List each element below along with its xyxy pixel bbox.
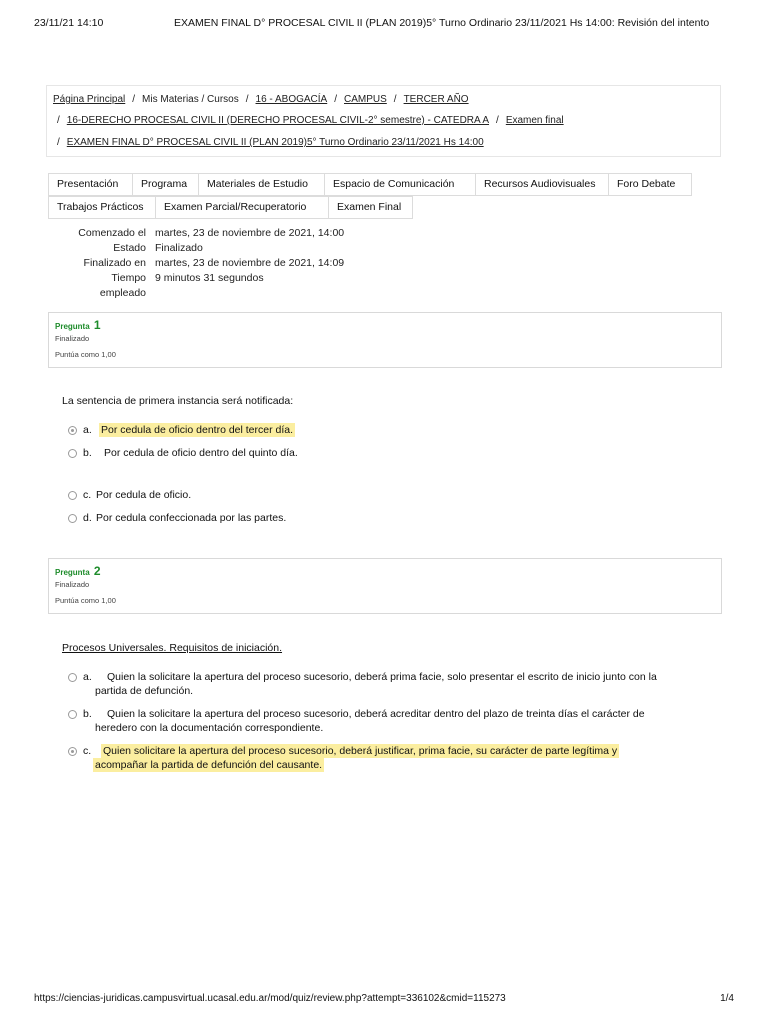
radio-icon[interactable] (68, 449, 77, 458)
summary-time-label-2: empleado (99, 287, 146, 299)
option-text: Por cedula de oficio dentro del tercer día. (101, 424, 294, 436)
question-1-info (48, 312, 722, 368)
print-timestamp: 23/11/21 14:10 (34, 17, 104, 29)
tab-audiovisuales[interactable]: Recursos Audiovisuales (475, 173, 609, 196)
option-text-continued: heredero con la documentación correspondiente. (95, 722, 324, 734)
option-text: Por cedula confeccionada por las partes. (96, 512, 287, 524)
option-letter: b. (83, 708, 92, 720)
breadcrumb-line-3 (57, 137, 484, 148)
option-letter: c. (83, 489, 92, 501)
breadcrumb-home-link[interactable]: Página Principal (53, 94, 126, 105)
question-1-number (55, 318, 101, 332)
print-page-number: 1/4 (720, 993, 734, 1004)
summary-state-value: Finalizado (155, 242, 203, 254)
breadcrumb-campus-link[interactable]: CAMPUS (344, 94, 387, 105)
option-letter: a. (83, 424, 92, 436)
summary-started-label: Comenzado el (78, 227, 146, 239)
question-2-info (48, 558, 722, 614)
question-label: Pregunta (55, 568, 90, 577)
tab-materiales[interactable]: Materiales de Estudio (198, 173, 325, 196)
print-url: https://ciencias-juridicas.campusvirtual.ucasal.edu.ar/mod/quiz/review.php?attempt=336102&cmid=115273 (34, 993, 506, 1004)
question-1-state: Finalizado (55, 334, 90, 343)
question-1-grade: Puntúa como 1,00 (55, 350, 116, 359)
breadcrumb-separator: / (57, 137, 60, 148)
summary-started-value: martes, 23 de noviembre de 2021, 14:00 (155, 227, 345, 239)
breadcrumb-year-link[interactable]: TERCER AÑO (403, 94, 469, 105)
radio-selected-icon[interactable] (68, 747, 77, 756)
breadcrumb-line-1 (53, 94, 469, 105)
breadcrumb-section-link[interactable]: Examen final (505, 115, 564, 126)
question-label: Pregunta (55, 322, 90, 331)
option-letter: a. (83, 671, 92, 683)
breadcrumb-my-courses: Mis Materias / Cursos (142, 94, 239, 105)
question-number: 1 (93, 318, 101, 332)
radio-icon[interactable] (68, 514, 77, 523)
question-2-grade: Puntúa como 1,00 (55, 596, 116, 605)
tab-comunicacion[interactable]: Espacio de Comunicación (324, 173, 476, 196)
breadcrumb (46, 85, 721, 157)
option-text: Quien solicitare la apertura del proceso sucesorio, deberá justificar, prima facie, su carácter de parte legítima y (103, 745, 618, 757)
breadcrumb-quiz-link[interactable]: EXAMEN FINAL D° PROCESAL CIVIL II (PLAN 2019)5° Turno Ordinario 23/11/2021 Hs 14:00 (66, 137, 484, 148)
radio-icon[interactable] (68, 673, 77, 682)
breadcrumb-line-2 (57, 115, 564, 126)
option-text-continued: acompañar la partida de defunción del causante. (95, 759, 323, 771)
summary-finished-label: Finalizado en (83, 257, 146, 269)
radio-selected-icon[interactable] (68, 426, 77, 435)
breadcrumb-separator: / (245, 94, 249, 105)
print-header (34, 17, 734, 31)
breadcrumb-faculty-link[interactable]: 16 - ABOGACÍA (255, 94, 328, 105)
question-2-number (55, 564, 101, 578)
radio-icon[interactable] (68, 710, 77, 719)
summary-state-label: Estado (113, 242, 146, 254)
breadcrumb-course-link[interactable]: 16-DERECHO PROCESAL CIVIL II (DERECHO PROCESAL CIVIL-2° semestre) - CATEDRA A (66, 115, 490, 126)
question-number: 2 (93, 564, 101, 578)
tab-foro[interactable]: Foro Debate (608, 173, 692, 196)
tab-presentacion[interactable]: Presentación (48, 173, 133, 196)
print-footer (34, 993, 734, 1007)
radio-icon[interactable] (68, 491, 77, 500)
summary-finished-value: martes, 23 de noviembre de 2021, 14:09 (155, 257, 345, 269)
breadcrumb-separator: / (334, 94, 337, 105)
option-text: Por cedula de oficio. (96, 489, 192, 501)
breadcrumb-separator: / (393, 94, 397, 105)
option-text-continued: partida de defunción. (95, 685, 194, 697)
question-2-state: Finalizado (55, 580, 90, 589)
tab-examen-final[interactable]: Examen Final (328, 196, 413, 219)
summary-time-value: 9 minutos 31 segundos (155, 272, 264, 284)
question-1-text: La sentencia de primera instancia será notificada: (62, 395, 294, 407)
breadcrumb-separator: / (496, 115, 499, 126)
print-title: EXAMEN FINAL D° PROCESAL CIVIL II (PLAN 2019)5° Turno Ordinario 23/11/2021 Hs 14:00: Revisión del intento (174, 17, 710, 29)
tab-parcial[interactable]: Examen Parcial/Recuperatorio (155, 196, 329, 219)
option-letter: d. (83, 512, 92, 524)
option-text: Por cedula de oficio dentro del quinto día. (104, 447, 298, 459)
breadcrumb-separator: / (132, 94, 136, 105)
breadcrumb-separator: / (57, 115, 60, 126)
option-letter: c. (83, 745, 92, 757)
summary-time-label-1: Tiempo (111, 272, 146, 284)
question-2-text: Procesos Universales. Requisitos de iniciación. (62, 642, 283, 654)
option-text: Quien la solicitare la apertura del proceso sucesorio, deberá prima facie, solo presentar el escrito de inicio junto con la (107, 671, 657, 683)
option-letter: b. (83, 447, 92, 459)
option-text: Quien la solicitare la apertura del proceso sucesorio, deberá acreditar dentro del plazo de treinta días el carácter de (107, 708, 645, 720)
tab-trabajos[interactable]: Trabajos Prácticos (48, 196, 156, 219)
tab-programa[interactable]: Programa (132, 173, 199, 196)
